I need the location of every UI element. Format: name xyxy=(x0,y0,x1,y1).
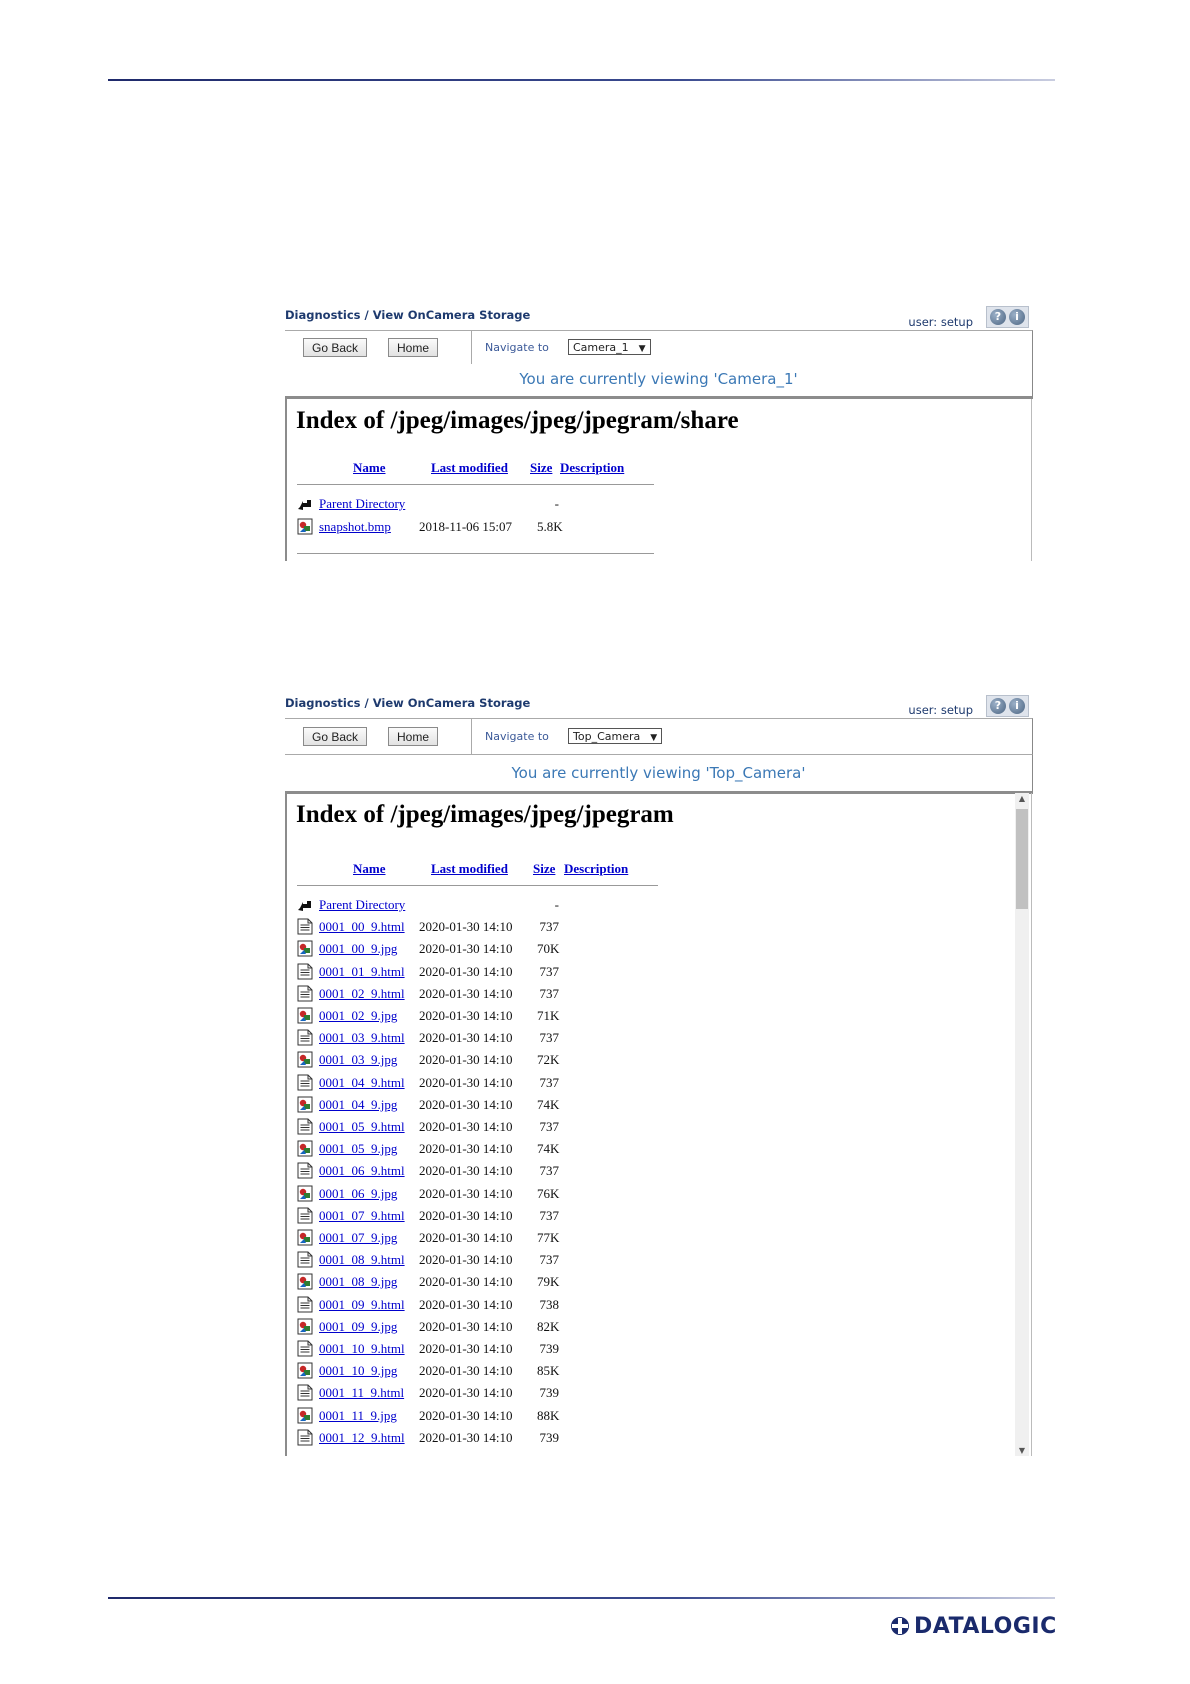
file-size: 738 xyxy=(539,1296,559,1312)
help-icon[interactable]: ? xyxy=(990,698,1006,714)
column-header-size[interactable]: Size xyxy=(530,460,553,475)
text-file-icon xyxy=(297,1074,313,1091)
file-date: 2020-01-30 14:10 xyxy=(419,1207,513,1223)
directory-listing-frame xyxy=(285,793,1032,1456)
text-file-icon xyxy=(297,1251,313,1268)
file-size: 74K xyxy=(537,1141,560,1157)
column-header-last-modified[interactable]: Last modified xyxy=(431,861,508,876)
file-size: 77K xyxy=(537,1230,560,1245)
toolbar xyxy=(285,718,1033,755)
camera-select-value: Top_Camera xyxy=(573,730,641,743)
datalogic-mark-icon xyxy=(890,1616,910,1636)
file-date: 2020-01-30 14:10 xyxy=(419,1429,513,1445)
navigate-label: Navigate to xyxy=(485,730,549,743)
image-file-icon xyxy=(297,518,313,535)
file-link[interactable]: 0001_10_9.html xyxy=(319,1341,405,1356)
chevron-down-icon: ▼ xyxy=(638,344,646,354)
file-date: 2020-01-30 14:10 xyxy=(419,1163,513,1179)
file-size: 737 xyxy=(539,1207,559,1223)
viewing-banner: You are currently viewing 'Top_Camera' xyxy=(285,754,1033,794)
file-date: 2020-01-30 14:10 xyxy=(419,919,513,935)
datalogic-logo xyxy=(890,1614,1057,1638)
image-file-icon xyxy=(297,1140,313,1157)
file-size: 82K xyxy=(537,1318,560,1334)
file-date: 2020-01-30 14:10 xyxy=(419,1141,513,1157)
file-link[interactable]: 0001_11_9.html xyxy=(319,1385,405,1401)
footer-divider xyxy=(297,553,654,554)
file-link[interactable]: snapshot.bmp xyxy=(319,519,391,534)
help-icon-group xyxy=(986,695,1029,717)
camera-select[interactable] xyxy=(568,339,651,355)
text-file-icon xyxy=(297,1296,313,1313)
file-date: 2020-01-30 14:10 xyxy=(419,1230,513,1245)
file-link[interactable]: 0001_00_9.jpg xyxy=(319,941,398,957)
index-title: Index of /jpeg/images/jpeg/jpegram/share xyxy=(296,407,739,434)
file-link[interactable]: 0001_08_9.jpg xyxy=(319,1274,398,1290)
file-size: 739 xyxy=(539,1341,559,1356)
breadcrumb-view-storage: View OnCamera Storage xyxy=(372,696,531,710)
file-size: 737 xyxy=(539,1119,559,1134)
file-date: 2020-01-30 14:10 xyxy=(419,1252,513,1268)
vertical-scrollbar[interactable] xyxy=(1015,793,1029,1456)
bottom-rule xyxy=(108,1597,1055,1599)
column-header-last-modified[interactable]: Last modified xyxy=(431,460,508,475)
header-divider xyxy=(297,484,654,485)
image-file-icon xyxy=(297,1362,313,1379)
column-header-description[interactable]: Description xyxy=(564,861,629,876)
text-file-icon xyxy=(297,1029,313,1046)
text-file-icon xyxy=(297,963,313,980)
file-date: 2020-01-30 14:10 xyxy=(419,1385,513,1401)
image-file-icon xyxy=(297,940,313,957)
file-size: - xyxy=(554,496,559,511)
parent-directory-icon xyxy=(297,495,313,512)
file-size: 85K xyxy=(537,1363,560,1379)
text-file-icon xyxy=(297,918,313,935)
file-size: 71K xyxy=(537,1008,560,1023)
file-size: 737 xyxy=(539,1163,559,1179)
image-file-icon xyxy=(297,1318,313,1335)
file-link[interactable]: 0001_08_9.html xyxy=(319,1252,405,1268)
file-size: 739 xyxy=(539,1429,559,1445)
breadcrumb: Diagnostics / View OnCamera Storage xyxy=(285,696,531,710)
storage-panel-top-camera xyxy=(285,694,1035,1456)
navigate-label: Navigate to xyxy=(485,341,549,354)
file-size: 737 xyxy=(539,1030,559,1046)
file-size: 79K xyxy=(537,1274,560,1290)
go-back-button[interactable]: Go Back xyxy=(303,727,367,746)
breadcrumb-diagnostics[interactable]: Diagnostics xyxy=(285,696,361,710)
file-size: 739 xyxy=(539,1385,559,1401)
file-link[interactable]: 0001_06_9.jpg xyxy=(319,1185,398,1201)
viewing-banner: You are currently viewing 'Camera_1' xyxy=(285,363,1033,399)
file-size: 737 xyxy=(539,1252,559,1268)
index-title: Index of /jpeg/images/jpeg/jpegram xyxy=(296,801,674,828)
file-date: 2020-01-30 14:10 xyxy=(419,1074,513,1090)
file-date: 2020-01-30 14:10 xyxy=(419,1296,513,1312)
file-date: 2020-01-30 14:10 xyxy=(419,1008,513,1023)
directory-listing-frame xyxy=(285,399,1032,561)
text-file-icon xyxy=(297,1384,313,1401)
file-link[interactable]: 0001_00_9.html xyxy=(319,919,405,935)
image-file-icon xyxy=(297,1051,313,1068)
file-size: 70K xyxy=(537,941,560,957)
column-header-description[interactable]: Description xyxy=(560,460,625,475)
file-date: 2020-01-30 14:10 xyxy=(419,1274,513,1290)
column-header-name[interactable]: Name xyxy=(353,460,386,475)
file-date: 2020-01-30 14:10 xyxy=(419,1119,513,1134)
scroll-up-icon[interactable]: ▲ xyxy=(1018,794,1026,803)
text-file-icon xyxy=(297,1162,313,1179)
file-date: 2020-01-30 14:10 xyxy=(419,1363,513,1379)
image-file-icon xyxy=(297,1229,313,1246)
file-size: 74K xyxy=(537,1096,560,1112)
info-icon[interactable]: i xyxy=(1009,698,1025,714)
breadcrumb: Diagnostics / View OnCamera Storage xyxy=(285,308,531,322)
go-back-button[interactable]: Go Back xyxy=(303,338,367,357)
file-date: 2020-01-30 14:10 xyxy=(419,963,513,979)
file-link[interactable]: 0001_02_9.jpg xyxy=(319,1008,398,1023)
toolbar xyxy=(285,330,1033,364)
file-date: 2020-01-30 14:10 xyxy=(419,1185,513,1201)
file-date: 2020-01-30 14:10 xyxy=(419,941,513,957)
help-icon[interactable]: ? xyxy=(990,309,1006,325)
image-file-icon xyxy=(297,1007,313,1024)
scrollbar-thumb[interactable] xyxy=(1016,809,1028,909)
file-link[interactable]: 0001_01_9.html xyxy=(319,963,405,979)
home-button[interactable]: Home xyxy=(388,338,438,357)
image-file-icon xyxy=(297,1273,313,1290)
help-icon-group xyxy=(986,306,1029,328)
file-link[interactable]: 0001_09_9.html xyxy=(319,1296,405,1312)
file-link[interactable]: 0001_02_9.html xyxy=(319,985,405,1001)
file-link[interactable]: Parent Directory xyxy=(319,897,406,912)
file-link[interactable]: 0001_07_9.jpg xyxy=(319,1230,398,1245)
file-link[interactable]: 0001_03_9.jpg xyxy=(319,1052,398,1068)
file-link[interactable]: 0001_04_9.html xyxy=(319,1074,405,1090)
user-label: user: setup xyxy=(908,703,973,717)
file-size: 88K xyxy=(537,1407,560,1423)
file-date: 2020-01-30 14:10 xyxy=(419,1052,513,1068)
text-file-icon xyxy=(297,1340,313,1357)
file-date: 2020-01-30 14:10 xyxy=(419,1030,513,1046)
file-link[interactable]: 0001_07_9.html xyxy=(319,1207,405,1223)
top-rule xyxy=(108,79,1055,81)
column-header-size[interactable]: Size xyxy=(533,861,556,876)
logo-text: DATALOGIC xyxy=(914,1613,1057,1639)
user-label: user: setup xyxy=(908,315,973,329)
column-header-name[interactable]: Name xyxy=(353,861,386,876)
file-size: 737 xyxy=(539,963,559,979)
file-date: 2020-01-30 14:10 xyxy=(419,1096,513,1112)
file-link[interactable]: 0001_09_9.jpg xyxy=(319,1318,398,1334)
file-link[interactable]: 0001_05_9.jpg xyxy=(319,1141,398,1157)
toolbar-divider xyxy=(471,719,472,755)
breadcrumb-diagnostics[interactable]: Diagnostics xyxy=(285,308,361,322)
file-size: 76K xyxy=(537,1185,560,1201)
chevron-down-icon: ▼ xyxy=(650,733,658,743)
storage-panel-camera-1 xyxy=(285,306,1035,561)
toolbar-divider xyxy=(471,331,472,364)
text-file-icon xyxy=(297,1429,313,1446)
file-link[interactable]: 0001_06_9.html xyxy=(319,1163,405,1179)
camera-select[interactable] xyxy=(568,728,662,744)
info-icon[interactable]: i xyxy=(1009,309,1025,325)
file-size: 737 xyxy=(539,1074,559,1090)
text-file-icon xyxy=(297,985,313,1002)
file-link[interactable]: 0001_04_9.jpg xyxy=(319,1096,398,1112)
file-link[interactable]: Parent Directory xyxy=(319,496,406,511)
header-divider xyxy=(297,885,658,886)
file-link[interactable]: 0001_11_9.jpg xyxy=(319,1407,397,1423)
text-file-icon xyxy=(297,1207,313,1224)
file-size: 72K xyxy=(537,1052,560,1068)
camera-select-value: Camera_1 xyxy=(573,341,629,354)
file-date: 2020-01-30 14:10 xyxy=(419,1318,513,1334)
breadcrumb-view-storage: View OnCamera Storage xyxy=(372,308,531,322)
image-file-icon xyxy=(297,1096,313,1113)
file-size: 5.8K xyxy=(537,519,563,534)
text-file-icon xyxy=(297,1118,313,1135)
file-date: 2018-11-06 15:07 xyxy=(419,519,513,534)
image-file-icon xyxy=(297,1185,313,1202)
home-button[interactable]: Home xyxy=(388,727,438,746)
parent-directory-icon xyxy=(297,896,313,913)
file-link[interactable]: 0001_05_9.html xyxy=(319,1119,405,1134)
file-date: 2020-01-30 14:10 xyxy=(419,985,513,1001)
file-size: 737 xyxy=(539,985,559,1001)
file-link[interactable]: 0001_03_9.html xyxy=(319,1030,405,1046)
file-date: 2020-01-30 14:10 xyxy=(419,1407,513,1423)
file-date: 2020-01-30 14:10 xyxy=(419,1341,513,1356)
scroll-down-icon[interactable]: ▼ xyxy=(1018,1446,1026,1455)
image-file-icon xyxy=(297,1407,313,1424)
file-size: - xyxy=(554,897,559,912)
file-size: 737 xyxy=(539,919,559,935)
file-link[interactable]: 0001_12_9.html xyxy=(319,1429,405,1445)
file-link[interactable]: 0001_10_9.jpg xyxy=(319,1363,398,1379)
